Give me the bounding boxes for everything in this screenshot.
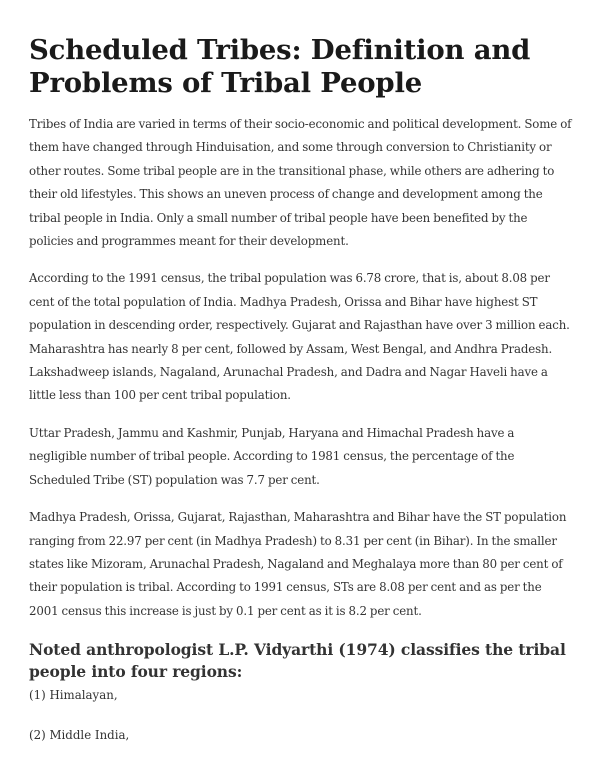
page-title: Scheduled Tribes: Definition and Problems of Tribal People <box>29 34 531 99</box>
list-item-himalayan: (1) Himalayan, <box>29 688 118 703</box>
paragraph-negligible-states: Uttar Pradesh, Jammu and Kashmir, Punjab, Haryana and Himachal Pradesh have a negligible number of tribal people. According to 1981 census, the percentage of the Scheduled Tribe (ST) population was 7.7 per cent. <box>29 425 515 487</box>
paragraph-census-1991: According to the 1991 census, the tribal population was 6.78 crore, that is, about 8.08 per cent of the total population of India. Madhya Pradesh, Orissa and Bihar have highest ST population in descending order, respectively. Gujarat and Rajasthan have over 3 million each. Maharashtra has nearly 8 per cent, followed by Assam, West Bengal, and Andhra Pradesh. Lakshadweep islands, Nagaland, Arunachal Pradesh, and Dadra and Nagar Haveli have a little less than 100 per cent tribal population. <box>29 271 570 403</box>
document-page <box>29 34 574 767</box>
paragraph-intro: Tribes of India are varied in terms of their socio-economic and political development. Some of them have changed through Hinduisation, and some through conversion to Christianity or other routes. Some tribal people are in the transitional phase, while others are adhering to their old lifestyles. This shows an uneven process of change and development among the tribal people in India. Only a small number of tribal people have been benefited by the policies and programmes meant for their development. <box>29 117 572 249</box>
list-item-middle-india: (2) Middle India, <box>29 728 130 743</box>
paragraph-state-percentages: Madhya Pradesh, Orissa, Gujarat, Rajasthan, Maharashtra and Bihar have the ST population ranging from 22.97 per cent (in Madhya Pradesh) to 8.31 per cent (in Bihar). In the smaller states like Mizoram, Arunachal Pradesh, Nagaland and Meghalaya more than 80 per cent of their population is tribal. According to 1991 census, STs are 8.08 per cent and as per the 2001 census this increase is just by 0.1 per cent as it is 8.2 per cent. <box>29 510 567 618</box>
section-heading-regions: Noted anthropologist L.P. Vidyarthi (1974) classifies the tribal people into four regions: <box>29 640 566 682</box>
